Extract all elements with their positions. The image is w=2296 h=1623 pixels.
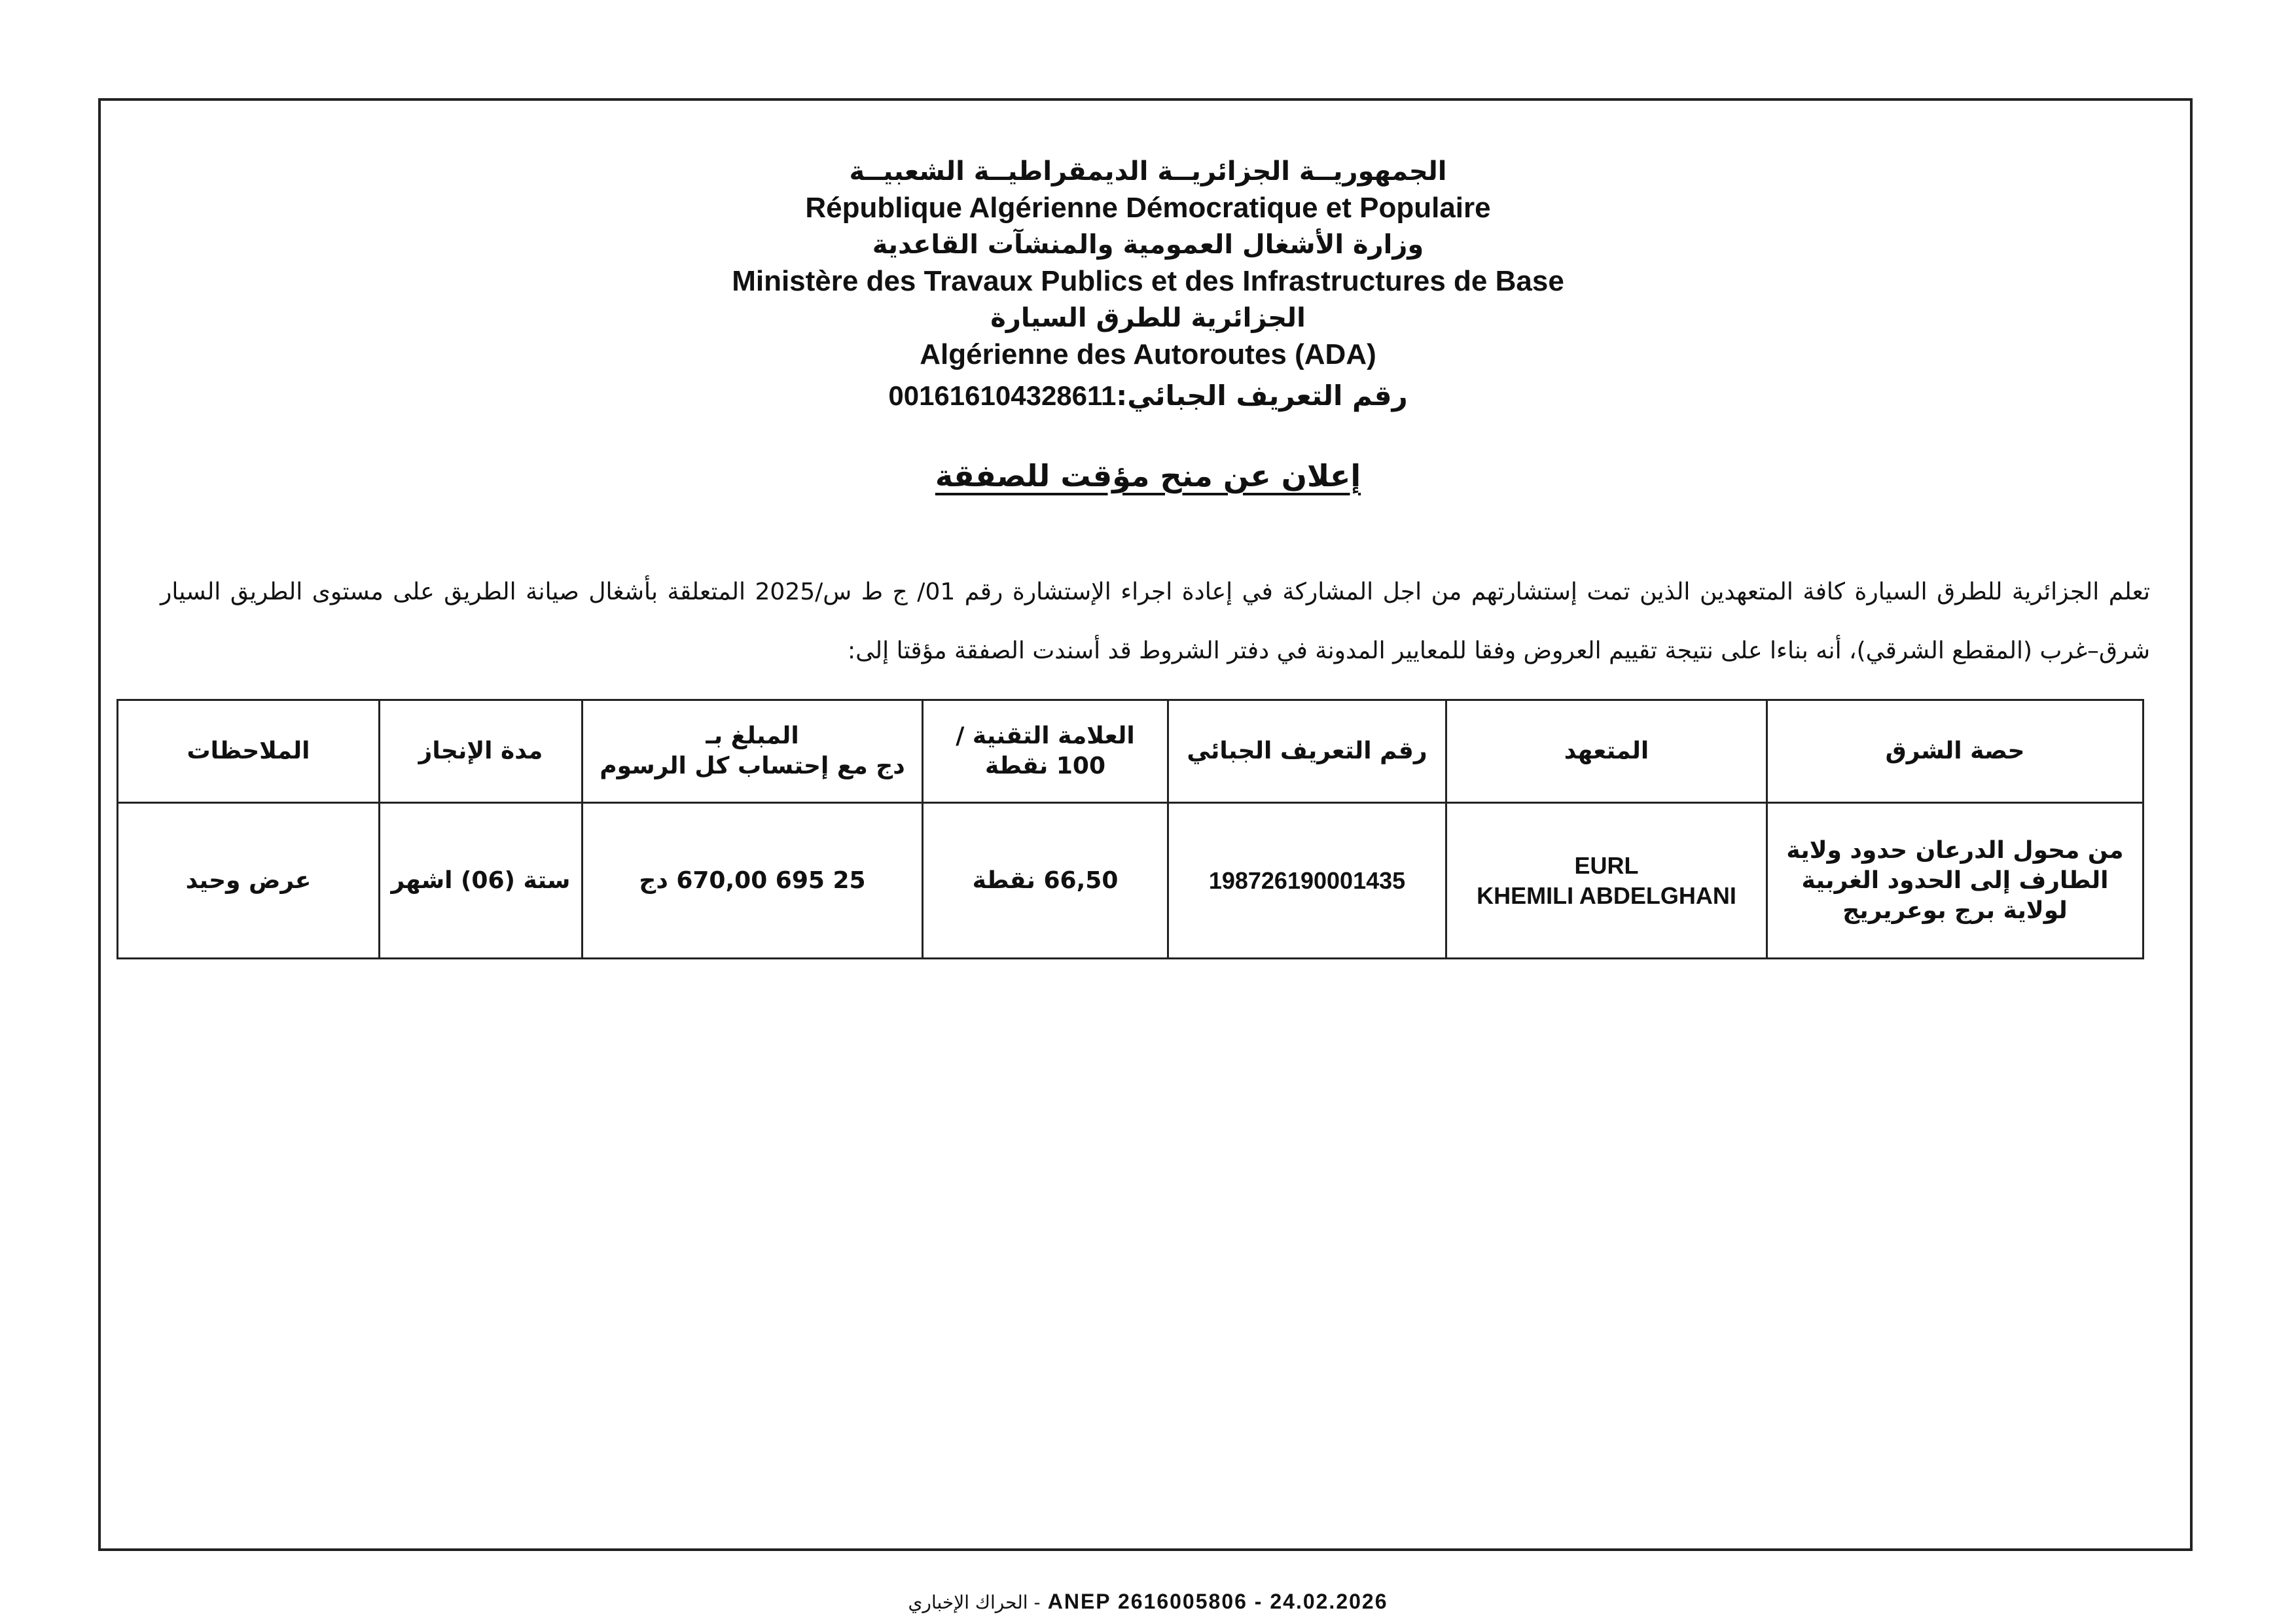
letterhead (0, 154, 2296, 414)
tax-id-line (0, 378, 2296, 414)
republic-arabic: الجمهوريــة الجزائريــة الديمقراطيــة الشعبيــة (849, 156, 1447, 187)
header-technical-score (923, 700, 1168, 803)
award-table (117, 699, 2144, 959)
cell-bidder-line2: KHEMILI ABDELGHANI (1477, 882, 1736, 909)
tax-id-value: 001616104328611 (888, 380, 1117, 411)
header-technical-score-line2: 100 نقطة (984, 753, 1106, 779)
header-duration: مدة الإنجاز (380, 700, 583, 803)
announcement-body: تعلم الجزائرية للطرق السيارة كافة المتعهدين الذين تمت إستشارتهم من اجل المشاركة في إعادة اجراء الإستشارة رقم 01/ ج ط س/2025 المتعلقة بأشغال صيانة الطريق على مستوى الطريق السيار شرق–غرب (المقطع الشرقي)، أنه بناءا على نتيجة تقييم العروض وفقا للمعايير المدونة في دفتر الشروط قد أسندت الصفقة مؤقتا إلى: (160, 579, 2150, 664)
ministry-french: Ministère des Travaux Publics et des Infrastructures de Base (732, 265, 1564, 297)
announcement-title (0, 458, 2296, 493)
table-row (118, 803, 2144, 959)
cell-bidder-line1: EURL (1574, 851, 1639, 879)
header-tax-id: رقم التعريف الجبائي (1168, 700, 1446, 803)
cell-tax-id: 198726190001435 (1168, 803, 1446, 959)
cell-remarks: عرض وحيد (118, 803, 380, 959)
header-technical-score-line1: العلامة التقنية / (956, 722, 1135, 749)
table-header-row (118, 700, 2144, 803)
header-amount (583, 700, 923, 803)
agency-french: Algérienne des Autoroutes (ADA) (920, 338, 1376, 370)
cell-bidder (1446, 803, 1767, 959)
cell-lot: من محول الدرعان حدود ولاية الطارف إلى الحدود الغربية لولاية برج بوعريريج (1767, 803, 2144, 959)
publication-footer (0, 1589, 2296, 1614)
header-amount-line2: دج مع إحتساب كل الرسوم (600, 753, 905, 779)
cell-amount: 25 695 670,00 دج (583, 803, 923, 959)
announcement-title-text: إعلان عن منح مؤقت للصفقة (935, 458, 1361, 493)
republic-french: République Algérienne Démocratique et Populaire (805, 192, 1491, 224)
header-lot: حصة الشرق (1767, 700, 2144, 803)
footer-reference: ANEP 2616005806 - 24.02.2026 (1047, 1590, 1388, 1613)
header-amount-line1: المبلغ بـ (706, 722, 799, 749)
header-remarks: الملاحظات (118, 700, 380, 803)
ministry-arabic: وزارة الأشغال العمومية والمنشآت القاعدية (872, 230, 1424, 260)
cell-technical-score: 66,50 نقطة (923, 803, 1168, 959)
footer-source: - الحراك الإخباري (908, 1592, 1041, 1613)
header-bidder: المتعهد (1446, 700, 1767, 803)
agency-arabic: الجزائرية للطرق السيارة (990, 303, 1306, 333)
tax-id-label: رقم التعريف الجبائي: (1116, 380, 1408, 412)
cell-duration: ستة (06) اشهر (380, 803, 583, 959)
